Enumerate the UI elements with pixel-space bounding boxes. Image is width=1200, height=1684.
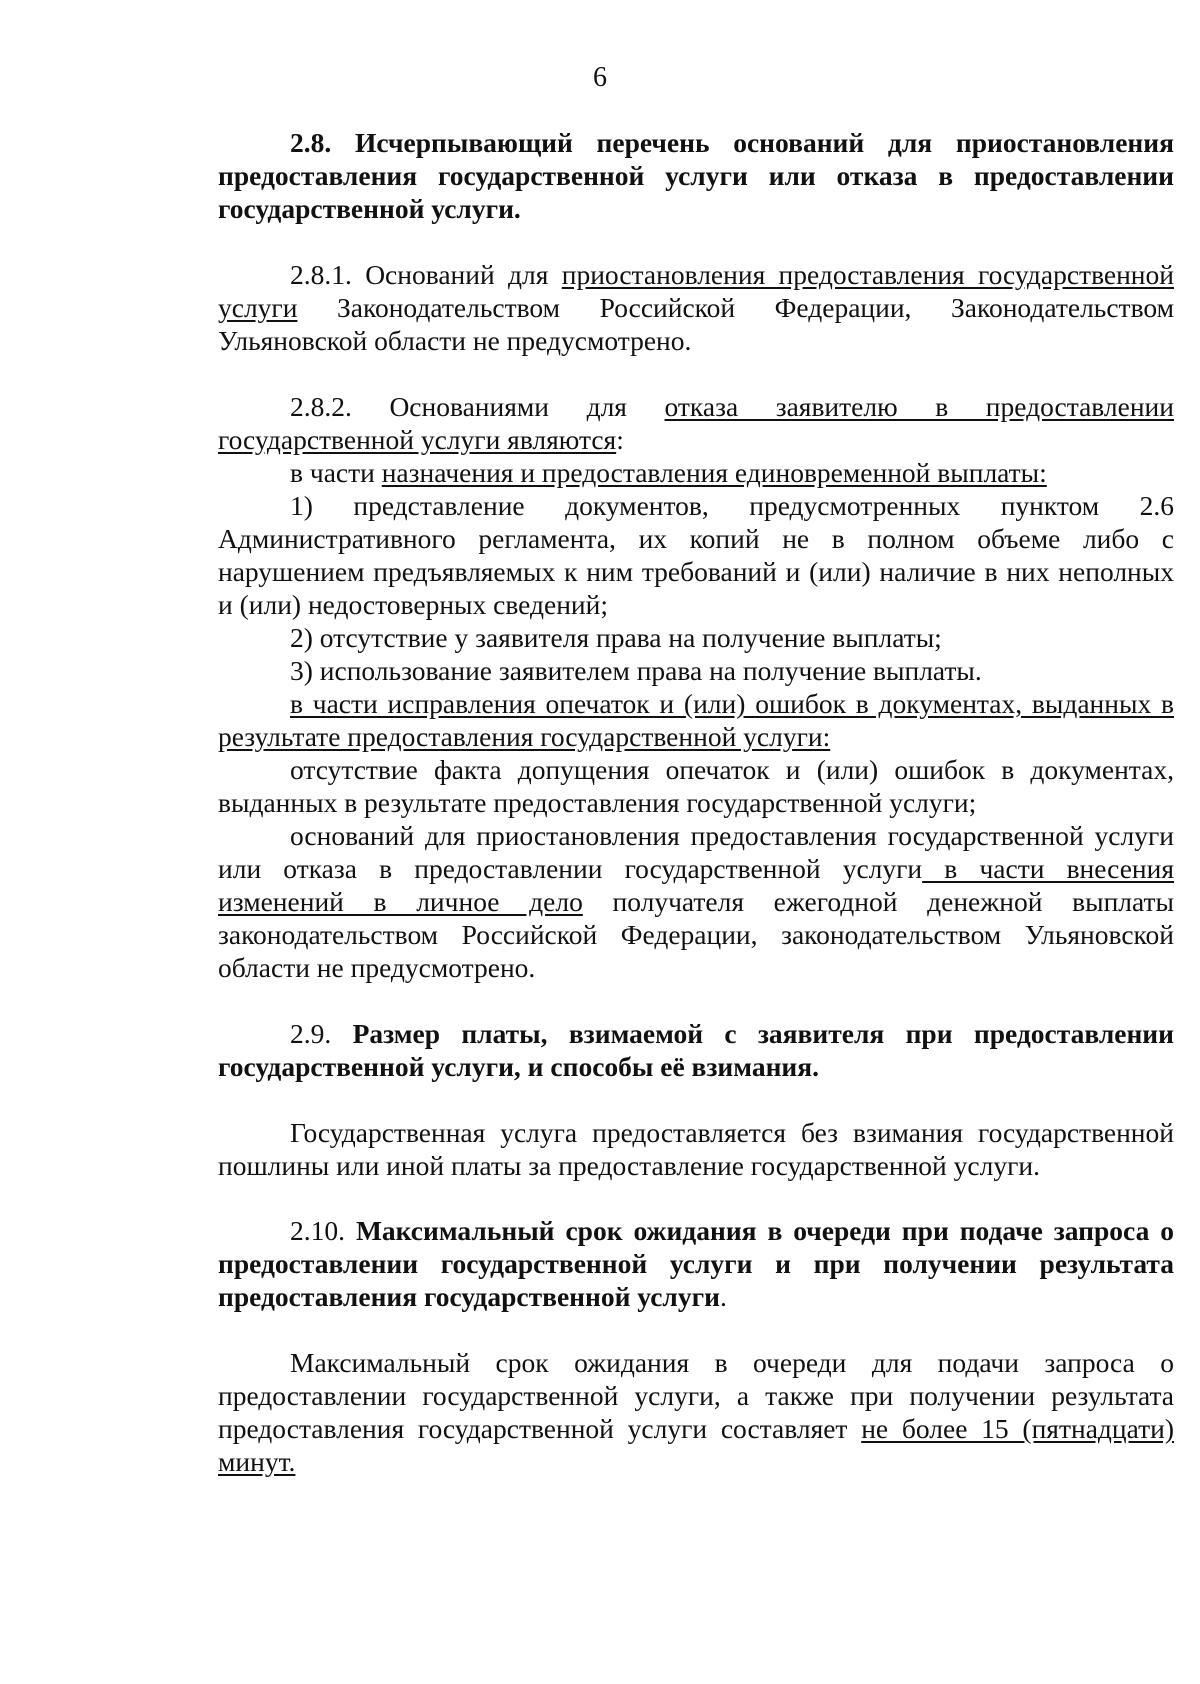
section-2-10-text: [218, 1346, 1174, 1478]
section-2-10-number: 2.10.: [290, 1215, 356, 1246]
part-personal-file-suffix: получателя ежегодной денежной выплаты законодательством Российской Федерации, законодательством Ульяновской области не предусмотрено.: [218, 886, 1174, 983]
section-2-9-text: Государственная услуга предоставляется без взимания государственной пошлины или иной платы за предоставление государственной услуги.: [218, 1117, 1174, 1181]
page-number: 6: [593, 62, 607, 93]
paragraph-2-8-1-suffix: Законодательством Российской Федерации, Законодательством Ульяновской области не предусмотрено.: [218, 292, 1174, 356]
part-corrections-text: отсутствие факта допущения опечаток и (или) ошибок в документах, выданных в результате предоставления государственной услуги;: [218, 754, 1174, 818]
list-item: 1) представление документов, предусмотренных пунктом 2.6 Административного регламента, их копий не в полном объеме либо с нарушением предъявляемых к ним требований и (или) наличие в них неполных и (или) недостоверных сведений;: [218, 490, 1174, 620]
paragraph-2-8-2-underlined: отказа заявителю в предоставлении государственной услуги являются: [218, 391, 1174, 455]
paragraph-2-8-2-prefix: 2.8.2. Основаниями для: [290, 391, 665, 422]
paragraph-2-8-1-underlined: приостановления предоставления государственной услуги: [218, 259, 1174, 323]
part-personal-file-prefix: оснований для приостановления предоставления государственной услуги или отказа в предоставлении государственной услуги: [218, 820, 1174, 884]
paragraph-2-8-2-suffix: :: [616, 424, 624, 455]
paragraph-2-8-2: [218, 390, 1174, 456]
document-body: [218, 126, 1174, 1478]
part-corrections-heading: [218, 687, 1174, 753]
section-2-9-title: Размер платы, взимаемой с заявителя при предоставлении государственной услуги, и способы её взимания.: [218, 1018, 1174, 1082]
part-personal-file: [218, 819, 1174, 984]
part-single-payment: [218, 456, 1174, 489]
part-personal-file-underlined: в части внесения изменений в личное дело: [218, 853, 1174, 917]
section-2-10-heading-end: .: [719, 1281, 727, 1312]
section-2-8-heading: 2.8. Исчерпывающий перечень оснований для приостановления предоставления государственной услуги или отказа в предоставлении государственной услуги.: [218, 127, 1174, 224]
section-2-9-heading: [218, 1017, 1174, 1083]
part-corrections-underlined: в части исправления опечаток и (или) ошибок в документах, выданных в результате предоставления государственной услуги:: [218, 688, 1174, 752]
paragraph-2-8-1: [218, 258, 1174, 357]
section-2-10-heading: [218, 1214, 1174, 1313]
list-item: 2) отсутствие у заявителя права на получение выплаты;: [290, 622, 942, 653]
paragraph-2-8-1-prefix: 2.8.1. Оснований для: [290, 259, 562, 290]
part-single-payment-prefix: в части: [290, 457, 382, 488]
section-2-9-number: 2.9.: [290, 1018, 353, 1049]
section-2-10-text-underlined: не более 15 (пятнадцати) минут.: [218, 1413, 1174, 1477]
list-item: 3) использование заявителем права на получение выплаты.: [290, 655, 982, 686]
section-2-10-title: Максимальный срок ожидания в очереди при подаче запроса о предоставлении государственной услуги и при получении результата предоставления государственной услуги: [218, 1215, 1175, 1312]
section-2-10-text-prefix: Максимальный срок ожидания в очереди для подачи запроса о предоставлении государственной услуги, а также при получении результата предоставления государственной услуги составляет: [218, 1347, 1174, 1444]
part-single-payment-underlined: назначения и предоставления единовременной выплаты:: [381, 457, 1047, 488]
